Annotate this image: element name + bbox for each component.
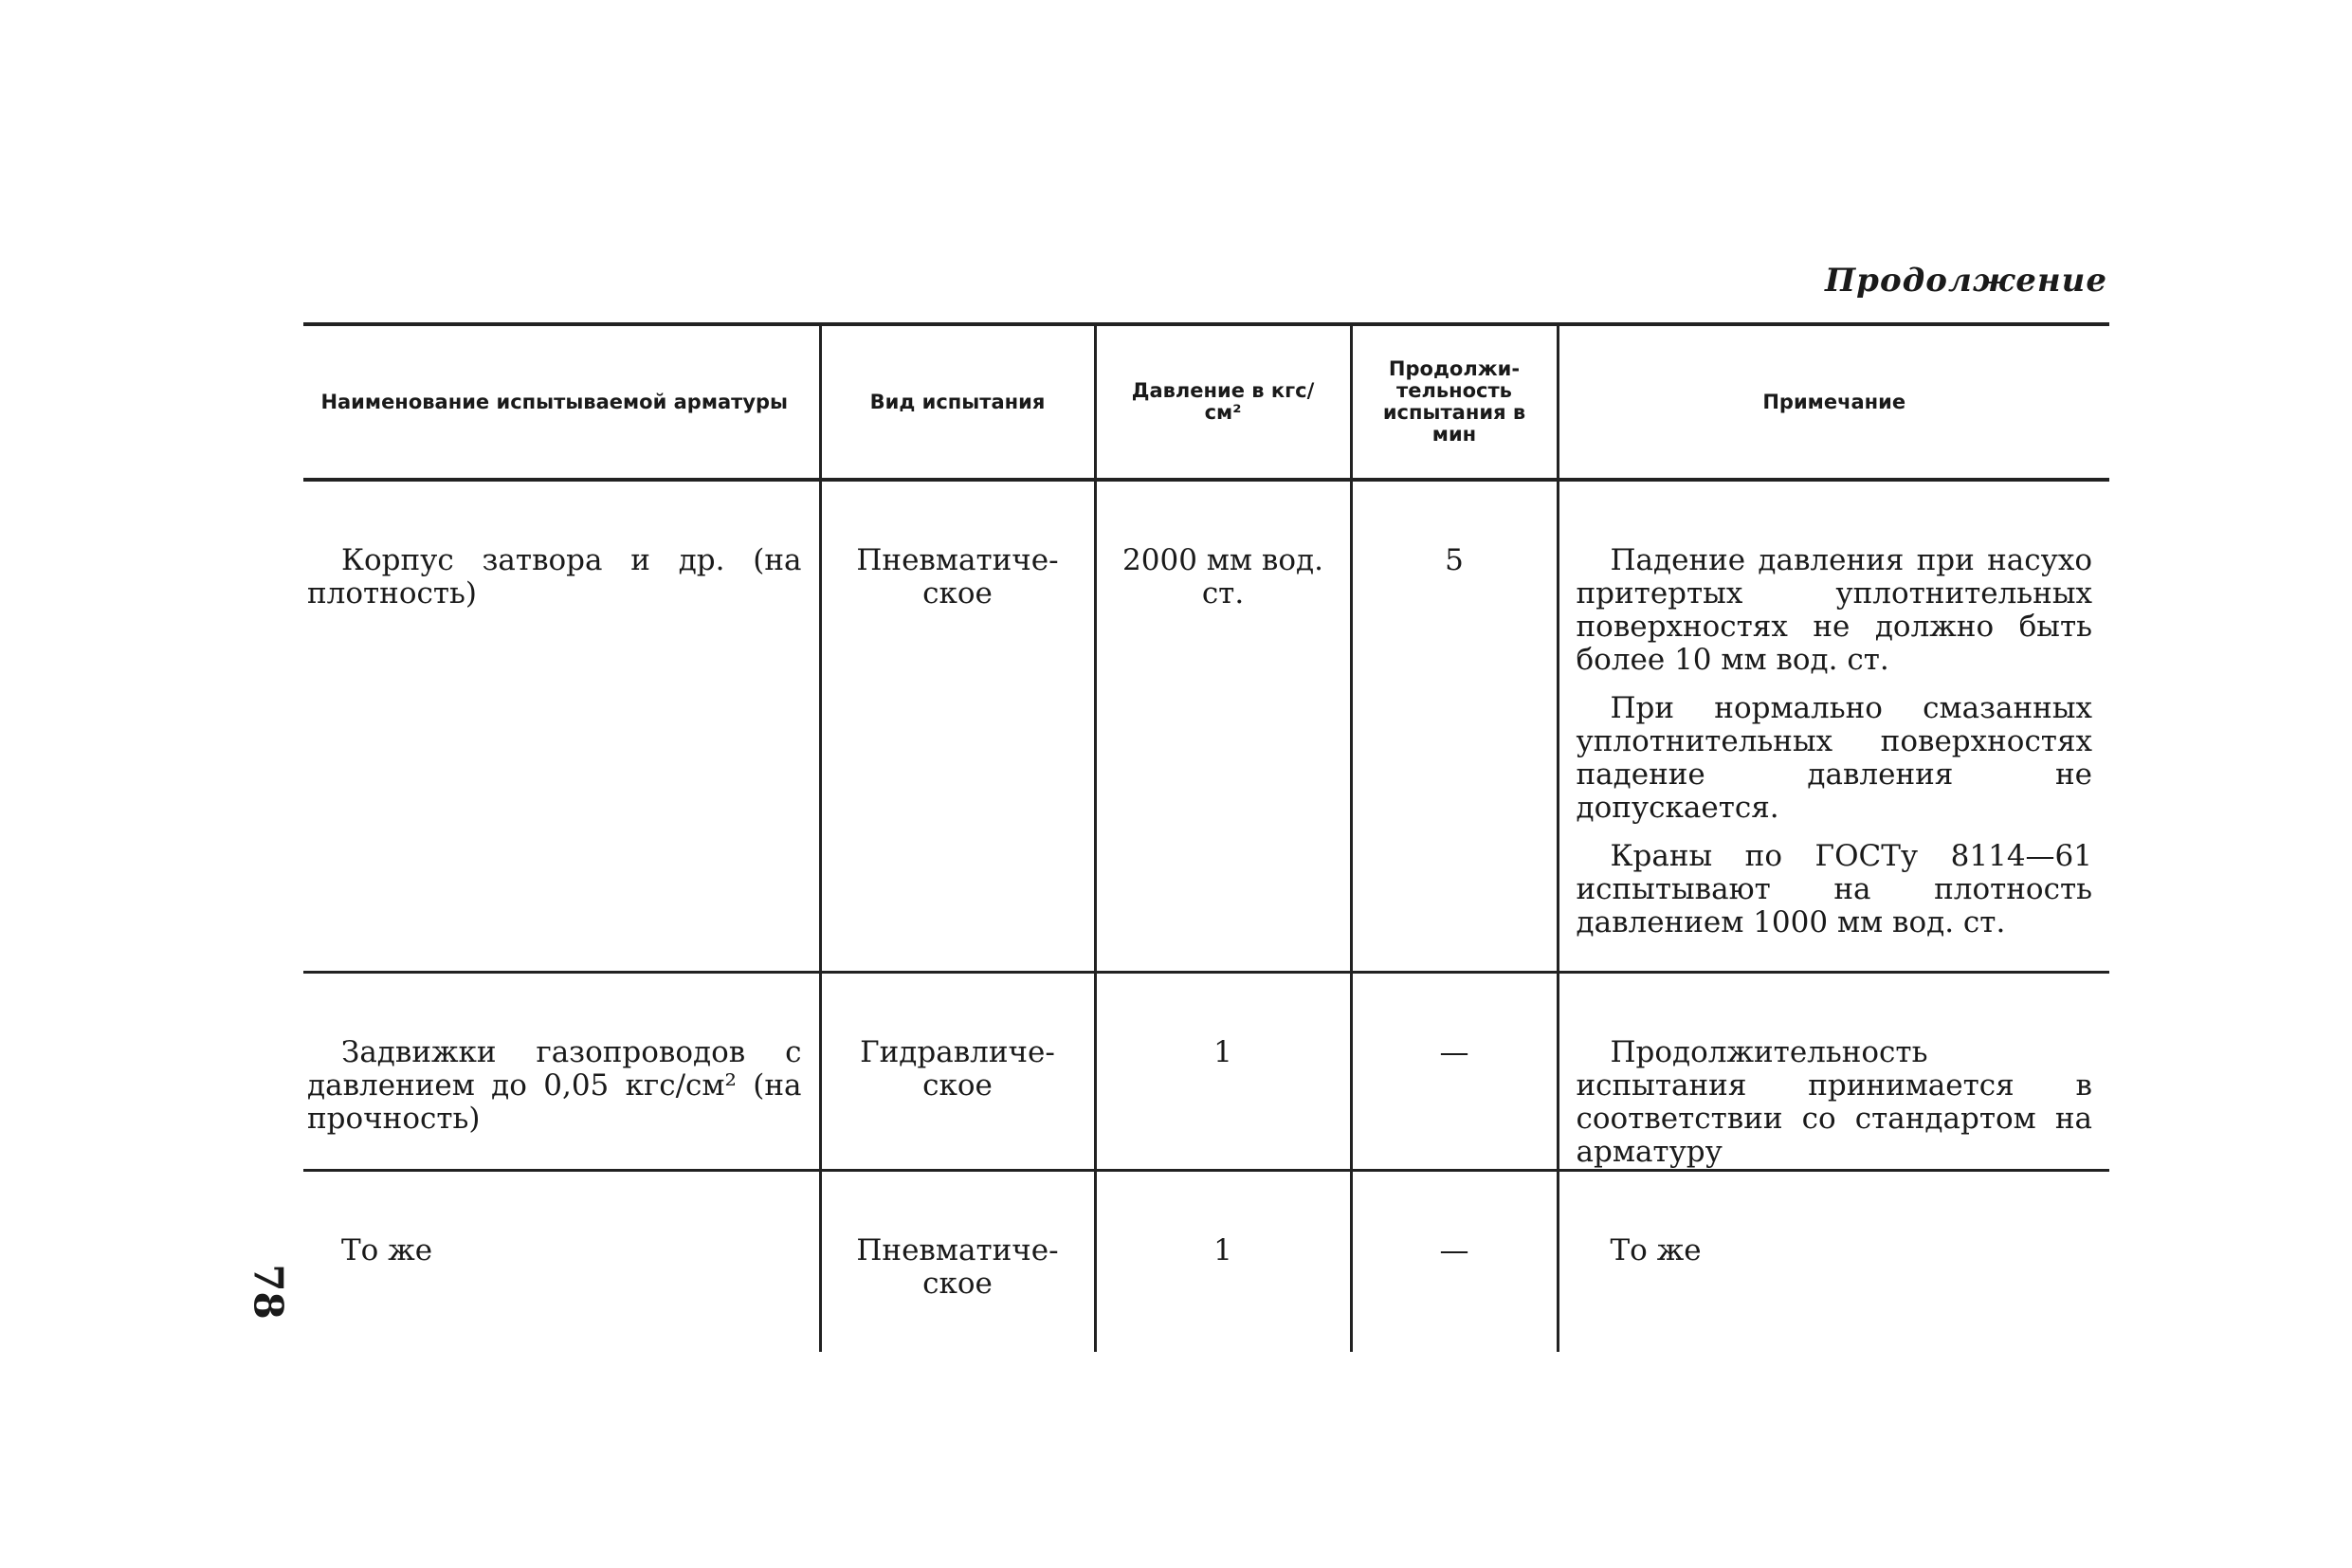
fitting-name: Задвижки газопроводов с давлением до 0,05 кгс/см² (на прочность) [307, 1035, 802, 1136]
table-row [303, 480, 2109, 973]
page-number: 78 [245, 1264, 292, 1320]
duration-value: 5 [1351, 480, 1558, 973]
note-paragraph: При нормально смазанных уплотнительных поверхностях падение давления не допускается. [1576, 691, 2092, 825]
note-paragraph: Продолжительность испытания принимается в соответствии со стандартом на арматуру [1576, 1035, 2092, 1169]
note-paragraph: Краны по ГОСТу 8114—61 испытывают на плотность давлением 1000 мм вод. ст. [1576, 839, 2092, 939]
column-header-pressure: Давление в кгс/см² [1095, 324, 1351, 480]
test-type: Пневматиче-ское [820, 1171, 1095, 1353]
column-header-duration: Продолжи-тельность испытания в мин [1351, 324, 1558, 480]
table-row [303, 973, 2109, 1171]
duration-value: — [1351, 973, 1558, 1171]
fitting-name: Корпус затвора и др. (на плотность) [307, 543, 802, 611]
pressure-value: 1 [1095, 973, 1351, 1171]
note-paragraph: То же [1610, 1233, 1702, 1267]
note-paragraph: Падение давления при насухо притертых уплотнительных поверхностях не должно быть более 10 мм вод. ст. [1576, 543, 2092, 677]
column-header-name: Наименование испытываемой арматуры [320, 390, 789, 413]
column-header-note: Примечание [1558, 324, 2109, 480]
note-cell [1558, 973, 2109, 1171]
continuation-label: Продолжение [1825, 262, 2107, 300]
fitting-name: То же [341, 1233, 433, 1267]
pressure-value: 1 [1095, 1171, 1351, 1353]
note-cell [1558, 1171, 2109, 1353]
pressure-value: 2000 мм вод. ст. [1095, 480, 1351, 973]
table-header-row [303, 324, 2109, 480]
column-header-test-type: Вид испытания [820, 324, 1095, 480]
duration-value: — [1351, 1171, 1558, 1353]
test-type: Гидравличе-ское [820, 973, 1095, 1171]
test-requirements-table [303, 322, 2109, 1352]
test-type: Пневматиче-ское [820, 480, 1095, 973]
note-cell [1558, 480, 2109, 973]
table-row [303, 1171, 2109, 1353]
